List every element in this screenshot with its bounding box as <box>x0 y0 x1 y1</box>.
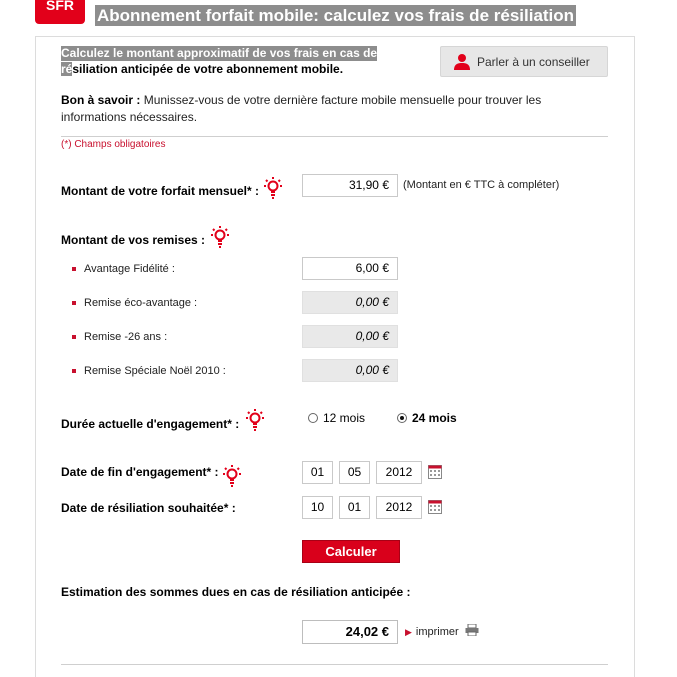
intro-rest: siliation anticipée de votre abonnement mobile. <box>72 62 344 76</box>
engagement-label: Durée actuelle d'engagement* : <box>61 417 240 431</box>
intro-line-2 <box>61 62 343 77</box>
result-value: 24,02 € <box>302 620 398 644</box>
logo-text: SFR <box>46 0 74 13</box>
engagement-12-months-radio[interactable] <box>308 409 365 427</box>
termination-year-input[interactable]: 2012 <box>376 496 422 519</box>
bullet-icon <box>72 267 76 271</box>
lightbulb-icon[interactable] <box>222 464 242 488</box>
divider <box>61 664 608 665</box>
radio-selected-icon[interactable] <box>397 413 407 423</box>
tip-body: Munissez-vous de votre dernière facture mobile mensuelle pour trouver les informations nécessaires. <box>61 93 542 124</box>
discount-label <box>72 331 167 343</box>
end-date-year-input[interactable]: 2012 <box>376 461 422 484</box>
required-note: (*) Champs obligatoires <box>61 139 166 150</box>
radio-label: 24 mois <box>412 410 457 425</box>
lightbulb-icon[interactable] <box>263 176 283 200</box>
discounts-label: Montant de vos remises : <box>61 233 206 247</box>
radio-label: 12 mois <box>323 410 366 425</box>
termination-month-input[interactable]: 01 <box>339 496 370 519</box>
print-label: imprimer <box>415 626 459 638</box>
discount-label-text: Remise éco-avantage : <box>84 297 198 309</box>
divider <box>61 136 608 137</box>
discount-label-text: Avantage Fidélité : <box>84 263 175 275</box>
tip-bold: Bon à savoir : <box>61 93 141 107</box>
end-date-day-input[interactable]: 01 <box>302 461 333 484</box>
calculate-button[interactable]: Calculer <box>302 540 400 563</box>
fidelity-discount-input[interactable]: 6,00 € <box>302 257 398 280</box>
calendar-icon[interactable] <box>428 500 442 514</box>
calculator-panel <box>35 36 635 677</box>
termination-day-input[interactable]: 10 <box>302 496 333 519</box>
tip-text <box>61 92 561 126</box>
plan-amount-hint: (Montant en € TTC à compléter) <box>403 179 560 191</box>
end-date-label: Date de fin d'engagement* : <box>61 465 219 479</box>
radio-icon[interactable] <box>308 413 318 423</box>
eco-discount-field: 0,00 € <box>302 291 398 314</box>
talk-to-advisor-button[interactable] <box>440 46 608 77</box>
page-title: Abonnement forfait mobile: calculez vos frais de résiliation <box>97 6 575 25</box>
discount-label <box>72 365 226 377</box>
under-26-discount-field: 0,00 € <box>302 325 398 348</box>
result-label: Estimation des sommes dues en cas de résiliation anticipée : <box>61 585 411 599</box>
calendar-icon[interactable] <box>428 465 442 479</box>
discount-label <box>72 297 197 309</box>
intro-line-1: Calculez le montant approximatif de vos frais en cas de <box>61 46 378 60</box>
discount-label <box>72 263 175 275</box>
christmas-discount-field: 0,00 € <box>302 359 398 382</box>
end-date-month-input[interactable]: 05 <box>339 461 370 484</box>
bullet-icon <box>72 335 76 339</box>
discount-label-text: Remise -26 ans : <box>84 331 168 343</box>
arrow-right-icon: ▶ <box>405 627 412 637</box>
sfr-logo[interactable] <box>35 0 85 24</box>
plan-amount-label: Montant de votre forfait mensuel* : <box>61 184 260 198</box>
lightbulb-icon[interactable] <box>245 408 265 432</box>
print-link[interactable] <box>405 626 459 638</box>
plan-amount-input[interactable]: 31,90 € <box>302 174 398 197</box>
engagement-24-months-radio[interactable] <box>397 409 457 427</box>
bullet-icon <box>72 369 76 373</box>
bullet-icon <box>72 301 76 305</box>
person-icon <box>453 53 471 71</box>
intro-highlight: ré <box>61 62 73 76</box>
printer-icon[interactable] <box>465 624 479 636</box>
termination-date-label: Date de résiliation souhaitée* : <box>61 501 236 515</box>
discount-label-text: Remise Spéciale Noël 2010 : <box>84 365 226 377</box>
advisor-button-label: Parler à un conseiller <box>477 54 590 69</box>
lightbulb-icon[interactable] <box>210 225 230 249</box>
